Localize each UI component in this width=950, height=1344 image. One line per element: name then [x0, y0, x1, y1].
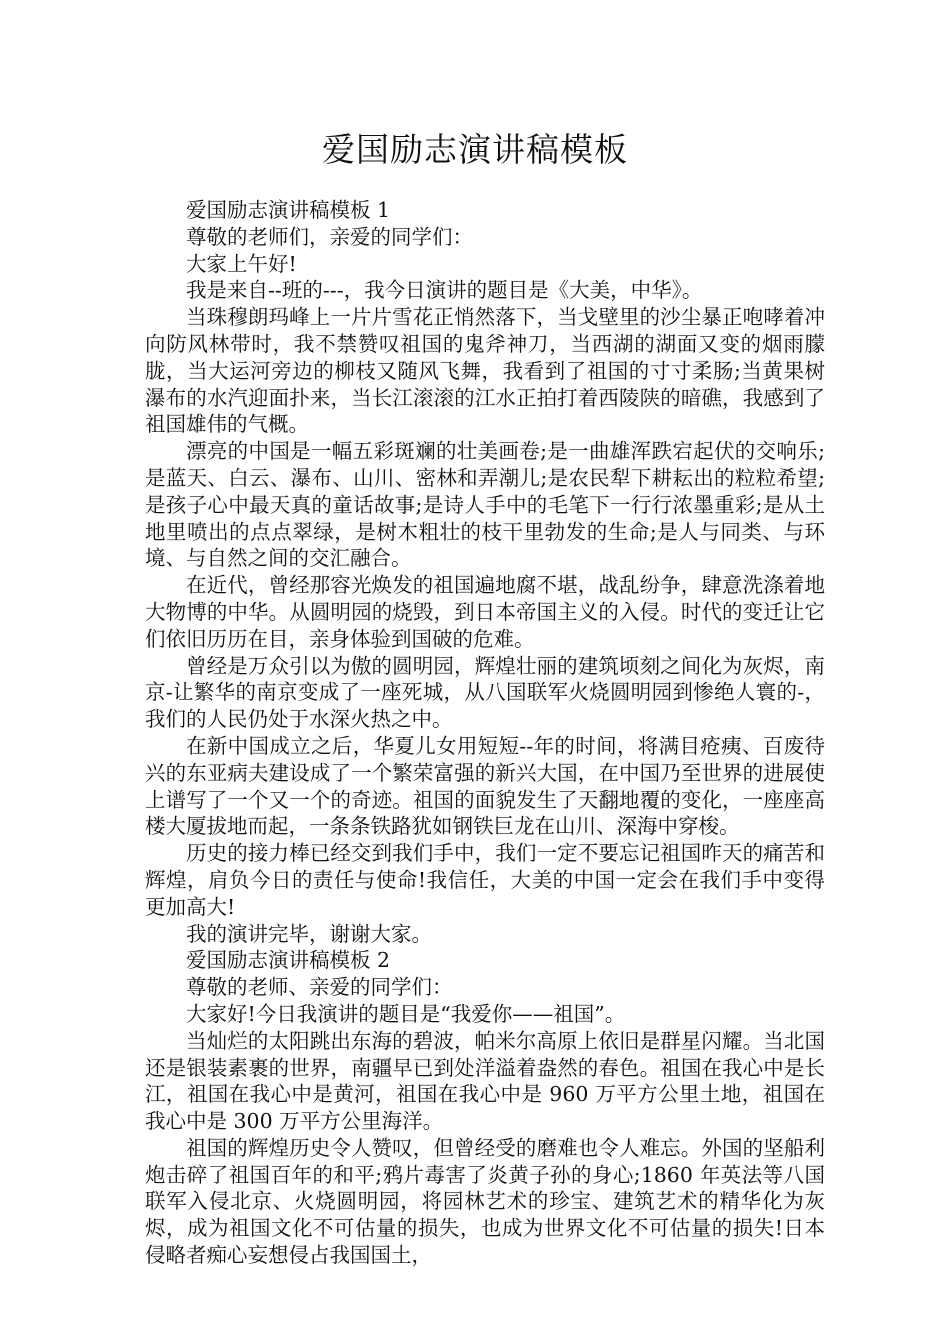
paragraph-body: 当珠穆朗玛峰上一片片雪花正悄然落下，当戈壁里的沙尘暴正咆哮着冲向防风林带时，我不禁赞叹祖国的鬼斧神刀，当西湖的湖面又变的烟雨朦胧，当大运河旁边的柳枝又随风飞舞，我看到了祖国的寸寸柔肠;当黄果树瀑布的水汽迎面扑来，当长江滚滚的江水正拍打着西陵陕的暗礁，我感到了祖国雄伟的气概。 — [145, 305, 825, 437]
paragraph-template-1-heading: 爱国励志演讲稿模板 1 — [186, 198, 391, 222]
paragraph-body: 祖国的辉煌历史令人赞叹，但曾经受的磨难也令人难忘。外国的坚船利炮击碎了祖国百年的和平;鸦片毒害了炎黄子孙的身心;1860 年英法等八国联军入侵北京、火烧圆明园，将园林艺术的珍宝、建筑艺术的精华化为灰烬，成为祖国文化不可估量的损失，也成为世界文化不可估量的损失!日本侵略者痴心妄想侵占我国国土， — [145, 1135, 825, 1268]
paragraph-body: 历史的接力棒已经交到我们手中，我们一定不要忘记祖国昨天的痛苦和辉煌，肩负今日的责任与使命!我信任，大美的中国一定会在我们手中变得更加高大! — [145, 841, 825, 919]
paragraph-salutation-1: 尊敬的老师们，亲爱的同学们： — [186, 224, 473, 249]
paragraph-body: 漂亮的中国是一幅五彩斑斓的壮美画卷;是一曲雄浑跌宕起伏的交响乐;是蓝天、白云、瀑布、山川、密林和弄潮儿;是农民犁下耕耘出的粒粒希望;是孩子心中最天真的童话故事;是诗人手中的毛笔下一行行浓墨重彩;是从土地里喷出的点点翠绿，是树木粗壮的枝干里勃发的生命;是人与同类、与环境、与自然之间的交汇融合。 — [145, 439, 825, 571]
paragraph-closing-1: 我的演讲完毕，谢谢大家。 — [186, 921, 432, 946]
paragraph-greeting-1: 大家上午好! — [186, 251, 297, 276]
paragraph-speech-topic-1: 我是来自--班的---，我今日演讲的题目是《大美，中华》。 — [186, 278, 703, 303]
document-body — [145, 197, 825, 1269]
paragraph-body: 曾经是万众引以为傲的圆明园，辉煌壮丽的建筑顷刻之间化为灰烬，南京-让繁华的南京变成了一座死城，从八国联军火烧圆明园到惨绝人寰的-，我们的人民仍处于水深火热之中。 — [145, 653, 825, 732]
document-title: 爱国励志演讲稿模板 — [322, 130, 628, 169]
paragraph-body: 在近代，曾经那容光焕发的祖国遍地腐不堪，战乱纷争，肆意洗涤着地大物博的中华。从圆明园的烧毁，到日本帝国主义的入侵。时代的变迁让它们依旧历历在目，亲身体验到国破的危难。 — [145, 573, 825, 651]
paragraph-speech-topic-2: 大家好!今日我演讲的题目是“我爱你——祖国”。 — [186, 1001, 626, 1026]
paragraph-body: 当灿烂的太阳跳出东海的碧波，帕米尔高原上依旧是群星闪耀。当北国还是银装素裹的世界，南疆早已到处洋溢着盎然的春色。祖国在我心中是长江，祖国在我心中是黄河，祖国在我心中是 960 万平方公里土地，祖国在我心中是 300 万平方公里海洋。 — [145, 1028, 825, 1134]
paragraph-template-2-heading: 爱国励志演讲稿模板 2 — [186, 948, 391, 973]
paragraph-body: 在新中国成立之后，华夏儿女用短短--年的时间，将满目疮痍、百废待兴的东亚病夫建设成了一个繁荣富强的新兴大国，在中国乃至世界的进展使上谱写了一个又一个的奇迹。祖国的面貌发生了天翻地覆的变化，一座座高楼大厦拔地而起，一条条铁路犹如钢铁巨龙在山川、深海中穿梭。 — [145, 733, 825, 839]
paragraph-salutation-2: 尊敬的老师、亲爱的同学们： — [186, 975, 453, 1000]
